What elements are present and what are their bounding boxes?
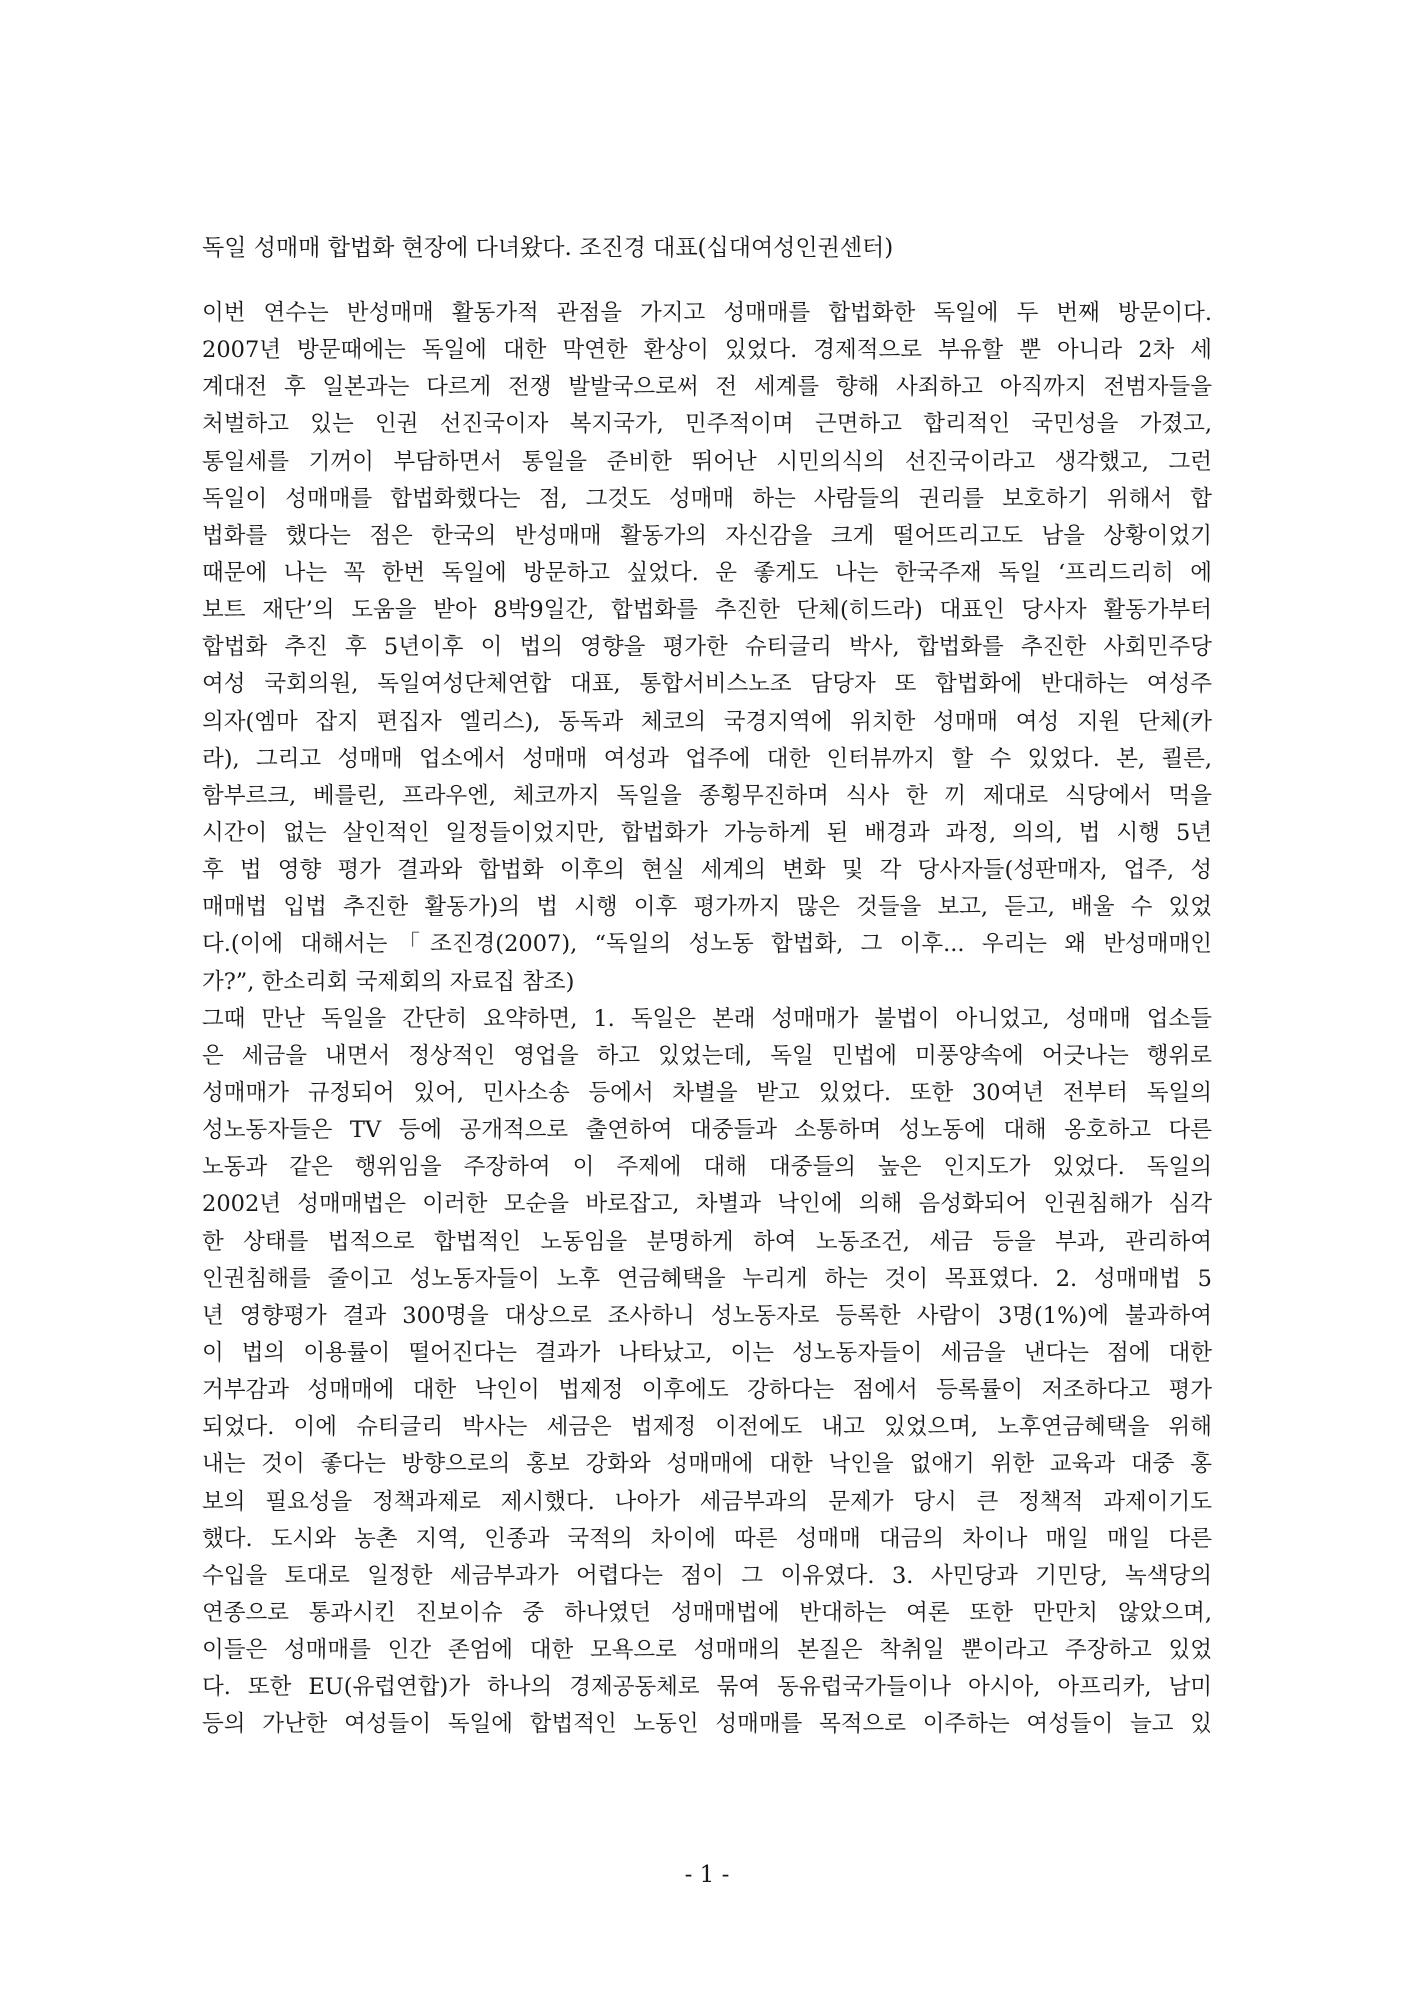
body-line: 성노동자들은 TV 등에 공개적으로 출연하여 대중들과 소통하며 성노동에 대해 옹호하고 다른 (202, 1117, 1212, 1144)
body-line: 보의 필요성을 정책과제로 제시했다. 나아가 세금부과의 문제가 당시 큰 정책적 과제이기도 (202, 1488, 1212, 1515)
body-line: 합법화 추진 후 5년이후 이 법의 영향을 평가한 슈티글리 박사, 합법화를 추진한 사회민주당 (202, 634, 1212, 661)
body-line: 처벌하고 있는 인권 선진국이자 복지국가, 민주적이며 근면하고 합리적인 국민성을 가졌고, (202, 411, 1212, 438)
body-line: 이번 연수는 반성매매 활동가적 관점을 가지고 성매매를 합법화한 독일에 두 번째 방문이다. (202, 300, 1212, 326)
body-line: 이들은 성매매를 인간 존엄에 대한 모욕으로 성매매의 본질은 착취일 뿐이라고 주장하고 있었 (202, 1637, 1212, 1664)
body-line: 2007년 방문때에는 독일에 대한 막연한 환상이 있었다. 경제적으로 부유할 뿐 아니라 2차 세 (202, 337, 1212, 364)
body-line: 내는 것이 좋다는 방향으로의 홍보 강화와 성매매에 대한 낙인을 없애기 위한 교육과 대중 홍 (202, 1451, 1212, 1478)
body-line: 성매매가 규정되어 있어, 민사소송 등에서 차별을 받고 있었다. 또한 30여년 전부터 독일의 (202, 1079, 1212, 1106)
body-line: 의자(엠마 잡지 편집자 엘리스), 동독과 체코의 국경지역에 위치한 성매매 여성 지원 단체(카 (202, 708, 1212, 735)
body-line: 2002년 성매매법은 이러한 모순을 바로잡고, 차별과 낙인에 의해 음성화되어 인권침해가 심각 (202, 1191, 1212, 1218)
body-line: 한 상태를 법적으로 합법적인 노동임을 분명하게 하여 노동조건, 세금 등을 부과, 관리하여 (202, 1228, 1212, 1255)
body-line: 독일이 성매매를 합법화했다는 점, 그것도 성매매 하는 사람들의 권리를 보호하기 위해서 합 (202, 485, 1212, 512)
body-line: 했다. 도시와 농촌 지역, 인종과 국적의 차이에 따른 성매매 대금의 차이나 매일 매일 다른 (202, 1525, 1212, 1552)
body-line: 법화를 했다는 점은 한국의 반성매매 활동가의 자신감을 크게 떨어뜨리고도 남을 상황이었기 (202, 522, 1212, 549)
body-line: 년 영향평가 결과 300명을 대상으로 조사하니 성노동자로 등록한 사람이 3명(1%)에 불과하여 (202, 1302, 1212, 1329)
body-line: 가?”, 한소리회 국제회의 자료집 참조) (202, 968, 575, 995)
body-line: 함부르크, 베를린, 프라우엔, 체코까지 독일을 종횡무진하며 식사 한 끼 제대로 식당에서 먹을 (202, 782, 1212, 809)
body-line: 은 세금을 내면서 정상적인 영업을 하고 있었는데, 독일 민법에 미풍양속에 어긋나는 행위로 (202, 1042, 1212, 1069)
body-line: 여성 국회의원, 독일여성단체연합 대표, 통합서비스노조 담당자 또 합법화에 반대하는 여성주 (202, 671, 1212, 698)
body-line: 후 법 영향 평가 결과와 합법화 이후의 현실 세계의 변화 및 각 당사자들(성판매자, 업주, 성 (202, 857, 1212, 884)
body-line: 수입을 토대로 일정한 세금부과가 어렵다는 점이 그 이유였다. 3. 사민당과 기민당, 녹색당의 (202, 1562, 1212, 1589)
body-line: 이 법의 이용률이 떨어진다는 결과가 나타났고, 이는 성노동자들이 세금을 낸다는 점에 대한 (202, 1339, 1212, 1366)
body-line: 때문에 나는 꼭 한번 독일에 방문하고 싶었다. 운 좋게도 나는 한국주재 독일 ‘프리드리히 에 (202, 559, 1212, 586)
body-line: 보트 재단’의 도움을 받아 8박9일간, 합법화를 추진한 단체(히드라) 대표인 당사자 활동가부터 (202, 597, 1212, 624)
body-line: 시간이 없는 살인적인 일정들이었지만, 합법화가 가능하게 된 배경과 과정, 의의, 법 시행 5년 (202, 819, 1212, 846)
document-title: 독일 성매매 합법화 현장에 다녀왔다. 조진경 대표(십대여성인권센터) (202, 235, 894, 261)
page-number: - 1 - (684, 1862, 730, 1888)
body-line: 노동과 같은 행위임을 주장하여 이 주제에 대해 대중들의 높은 인지도가 있었다. 독일의 (202, 1154, 1212, 1181)
body-line: 그때 만난 독일을 간단히 요약하면, 1. 독일은 본래 성매매가 불법이 아니었고, 성매매 업소들 (202, 1005, 1212, 1032)
document-body (202, 295, 1212, 1743)
body-line: 계대전 후 일본과는 다르게 전쟁 발발국으로써 전 세계를 향해 사죄하고 아직까지 전범자들을 (202, 374, 1212, 401)
body-line: 등의 가난한 여성들이 독일에 합법적인 노동인 성매매를 목적으로 이주하는 여성들이 늘고 있 (202, 1711, 1212, 1738)
body-line: 연종으로 통과시킨 진보이슈 중 하나였던 성매매법에 반대하는 여론 또한 만만치 않았으며, (202, 1599, 1212, 1626)
body-line: 되었다. 이에 슈티글리 박사는 세금은 법제정 이전에도 내고 있었으며, 노후연금혜택을 위해 (202, 1414, 1212, 1441)
body-line: 다. 또한 EU(유럽연합)가 하나의 경제공동체로 묶여 동유럽국가들이나 아시아, 아프리카, 남미 (202, 1674, 1212, 1701)
body-line: 거부감과 성매매에 대한 낙인이 법제정 이후에도 강하다는 점에서 등록률이 저조하다고 평가 (202, 1377, 1212, 1404)
body-line: 통일세를 기꺼이 부담하면서 통일을 준비한 뛰어난 시민의식의 선진국이라고 생각했고, 그런 (202, 448, 1212, 475)
body-line: 인권침해를 줄이고 성노동자들이 노후 연금혜택을 누리게 하는 것이 목표였다. 2. 성매매법 5 (202, 1265, 1212, 1292)
body-line: 매매법 입법 추진한 활동가)의 법 시행 이후 평가까지 많은 것들을 보고, 듣고, 배울 수 있었 (202, 894, 1212, 921)
body-line: 다.(이에 대해서는「조진경(2007), “독일의 성노동 합법화, 그 이후... 우리는 왜 반성매매인 (202, 931, 1212, 958)
body-line: 라), 그리고 성매매 업소에서 성매매 여성과 업주에 대한 인터뷰까지 할 수 있었다. 본, 쾰른, (202, 745, 1212, 772)
